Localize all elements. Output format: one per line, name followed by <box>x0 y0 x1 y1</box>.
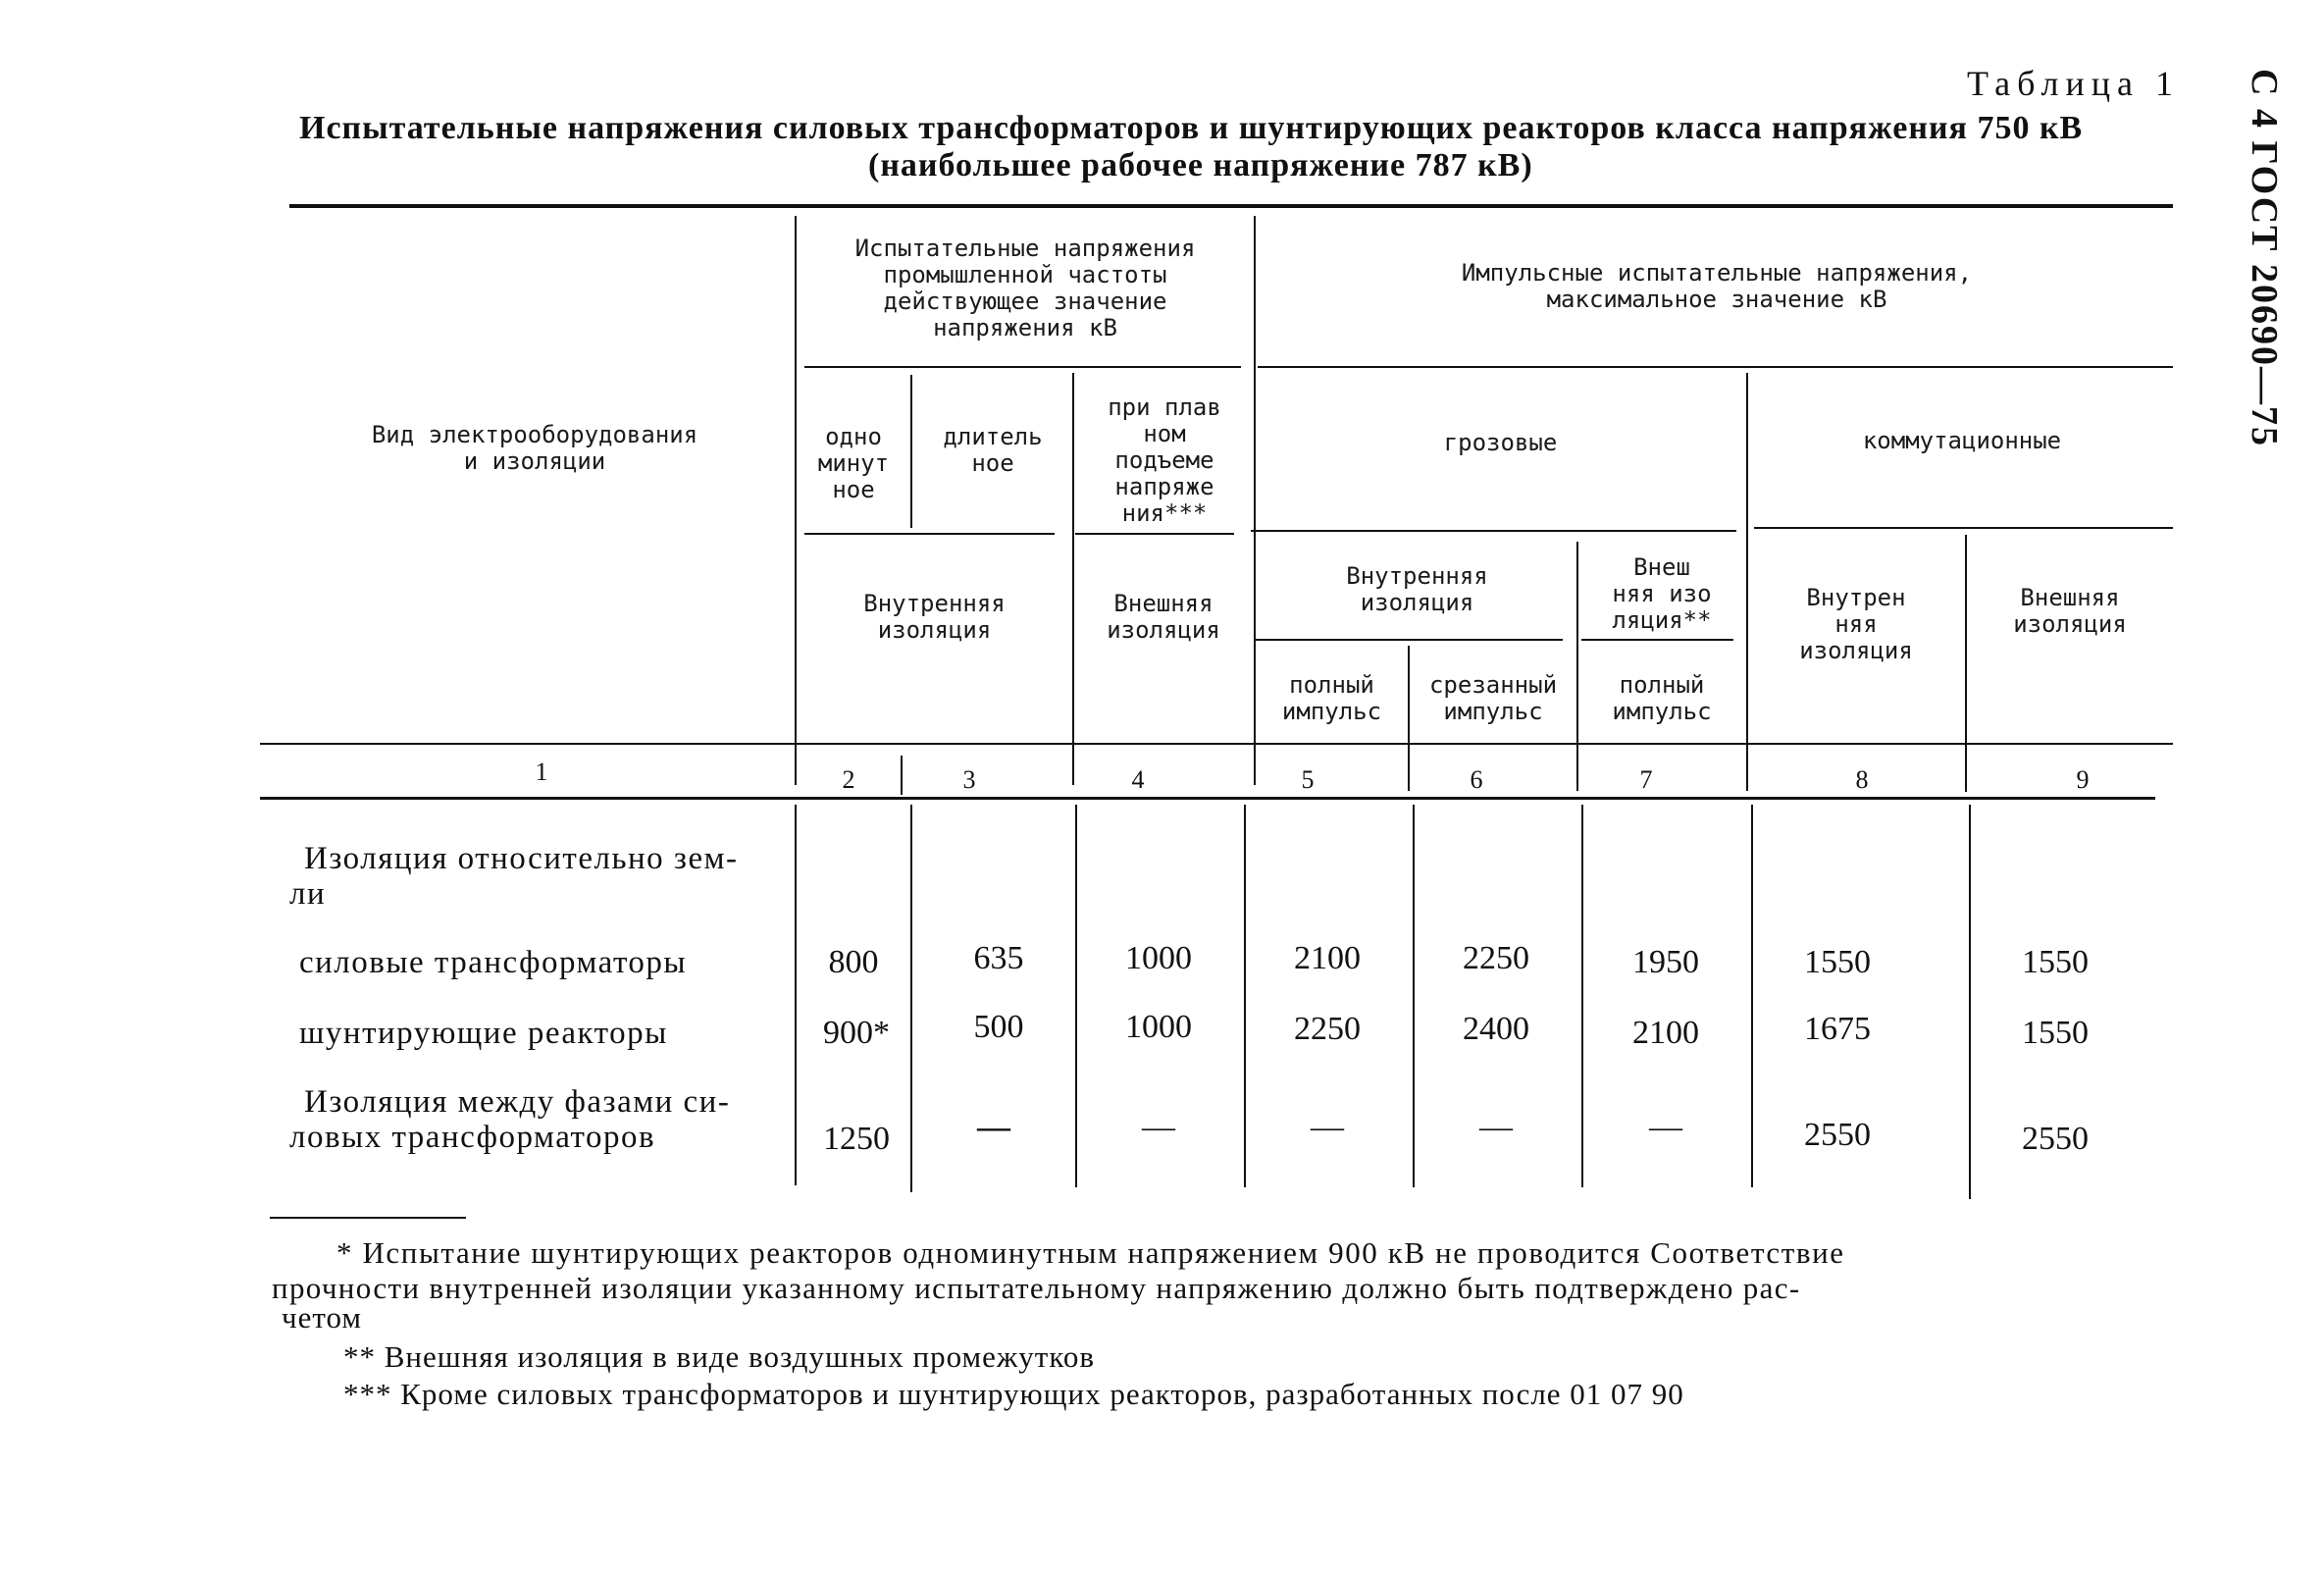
header-smooth: при плав ном подъеме напряже ния*** <box>1108 393 1221 527</box>
footnote-3: *** Кроме силовых трансформаторов и шунтирующих реакторов, разработанных после 01 07 90 <box>343 1377 1684 1411</box>
col-number-4: 4 <box>1131 765 1145 794</box>
cell-phases-c6: — <box>1479 1109 1513 1145</box>
header-full-impulse-5: полный импульс <box>1281 671 1382 725</box>
rule-colnums-bottom <box>260 797 2155 800</box>
table-number: Таблица 1 <box>1967 64 2180 103</box>
cell-reactors-c8: 1675 <box>1804 1011 1871 1047</box>
col-number-7: 7 <box>1639 765 1653 794</box>
col-number-5: 5 <box>1301 765 1315 794</box>
header-long: длитель ное <box>943 423 1043 477</box>
col-number-8: 8 <box>1855 765 1869 794</box>
header-internal-2-3: Внутренняя изоляция <box>863 590 1006 644</box>
vline-3-4 <box>1072 373 1074 785</box>
rule-switching <box>1754 527 2173 529</box>
body-vline-3 <box>1075 805 1077 1187</box>
cell-transformers-c3: 635 <box>973 940 1024 976</box>
table-title-line2: (наибольшее рабочее напряжение 787 кВ) <box>868 147 1533 183</box>
row-reactors-label: шунтирующие реакторы <box>299 1016 668 1051</box>
cell-reactors-c9: 1550 <box>2022 1015 2089 1051</box>
header-industrial: Испытательные напряжения промышленной частоты действующее значение напряжения кВ <box>854 235 1196 341</box>
body-vline-5 <box>1413 805 1415 1187</box>
header-external-7: Внеш няя изо ляция** <box>1612 553 1712 634</box>
cell-transformers-c9: 1550 <box>2022 944 2089 980</box>
header-external-9: Внешняя изоляция <box>2013 584 2127 638</box>
cell-transformers-c6: 2250 <box>1463 940 1529 976</box>
cell-transformers-c7: 1950 <box>1632 944 1699 980</box>
side-label-text: С 4 ГОСТ 20690—75 <box>2244 69 2285 447</box>
cell-phases-c9: 2550 <box>2022 1121 2089 1157</box>
footnote-1-line2: прочности внутренней изоляции указанному испытательному напряжению должно быть подтверждено рас- <box>272 1271 1801 1305</box>
row-ground-heading-l2: ли <box>289 876 327 912</box>
cell-phases-c8: 2550 <box>1804 1117 1871 1153</box>
header-one-minute: одно минут ное <box>817 423 890 503</box>
col-number-6: 6 <box>1470 765 1483 794</box>
row-ground-heading-l1: Изоляция относительно зем- <box>304 841 739 876</box>
header-internal-5-6: Внутренняя изоляция <box>1346 562 1488 616</box>
vline-6-7 <box>1576 542 1578 791</box>
row-phases-label-l2: ловых трансформаторов <box>289 1120 656 1155</box>
cell-transformers-c2: 800 <box>828 944 879 980</box>
cell-phases-c4: — <box>1142 1109 1175 1145</box>
rule-2-3 <box>804 533 1055 535</box>
body-vline-8 <box>1969 805 1971 1199</box>
row-transformers-label: силовые трансформаторы <box>299 945 688 980</box>
cell-reactors-c3: 500 <box>973 1009 1024 1045</box>
cell-transformers-c8: 1550 <box>1804 944 1871 980</box>
rule-lightning <box>1251 530 1736 532</box>
cell-reactors-c2: 900* <box>823 1015 890 1051</box>
body-vline-7 <box>1751 805 1753 1187</box>
rule-colnums-top <box>260 743 2173 745</box>
header-switching: коммутационные <box>1862 427 2062 454</box>
side-label <box>2227 69 2286 461</box>
header-internal-8: Внутрен няя изоляция <box>1799 584 1913 664</box>
body-vline-2 <box>910 805 912 1192</box>
cell-phases-c3: — <box>977 1109 1010 1145</box>
body-vline-4 <box>1244 805 1246 1187</box>
vline-8-9 <box>1965 535 1967 792</box>
vline-2-3-num <box>901 756 903 795</box>
cell-phases-c2: 1250 <box>823 1121 890 1157</box>
footnote-2: ** Внешняя изоляция в виде воздушных промежутков <box>343 1339 1095 1374</box>
cell-phases-c7: — <box>1649 1109 1682 1145</box>
header-equipment: Вид электрооборудования и изоляции <box>371 421 698 475</box>
cell-reactors-c7: 2100 <box>1632 1015 1699 1051</box>
header-impulse: Импульсные испытательные напряжения, максимальное значение кВ <box>1461 259 1973 313</box>
col-number-9: 9 <box>2076 765 2090 794</box>
header-full-impulse-7: полный импульс <box>1612 671 1712 725</box>
cell-transformers-c5: 2100 <box>1294 940 1361 976</box>
footnote-separator <box>270 1217 466 1219</box>
cell-reactors-c4: 1000 <box>1125 1009 1192 1045</box>
body-vline-1 <box>795 805 797 1185</box>
header-external-4: Внешняя изоляция <box>1107 590 1220 644</box>
col-number-1: 1 <box>535 758 548 786</box>
row-phases-label-l1: Изоляция между фазами си- <box>304 1084 731 1120</box>
cell-phases-c5: — <box>1311 1109 1344 1145</box>
rule-7 <box>1581 639 1733 641</box>
footnote-1-line3: четом <box>282 1300 363 1335</box>
rule-5-6 <box>1254 639 1563 641</box>
rule-industrial-sub <box>804 366 1241 368</box>
rule-impulse-sub <box>1258 366 2173 368</box>
col-number-2: 2 <box>842 765 855 794</box>
table-top-rule <box>289 204 2173 208</box>
header-lightning: грозовые <box>1443 429 1558 456</box>
vline-7-8 <box>1746 373 1748 791</box>
header-chopped-impulse-6: срезанный импульс <box>1428 671 1558 725</box>
col-number-3: 3 <box>962 765 976 794</box>
table-title-line1: Испытательные напряжения силовых трансформаторов и шунтирующих реакторов класса напряжения 750 кВ <box>299 110 2084 146</box>
cell-transformers-c4: 1000 <box>1125 940 1192 976</box>
vline-2-3-top <box>910 375 912 528</box>
body-vline-6 <box>1581 805 1583 1187</box>
cell-reactors-c5: 2250 <box>1294 1011 1361 1047</box>
rule-4 <box>1075 533 1234 535</box>
footnote-1-line1: * Испытание шунтирующих реакторов одноминутным напряжением 900 кВ не проводится Соответствие <box>336 1235 1845 1270</box>
cell-reactors-c6: 2400 <box>1463 1011 1529 1047</box>
